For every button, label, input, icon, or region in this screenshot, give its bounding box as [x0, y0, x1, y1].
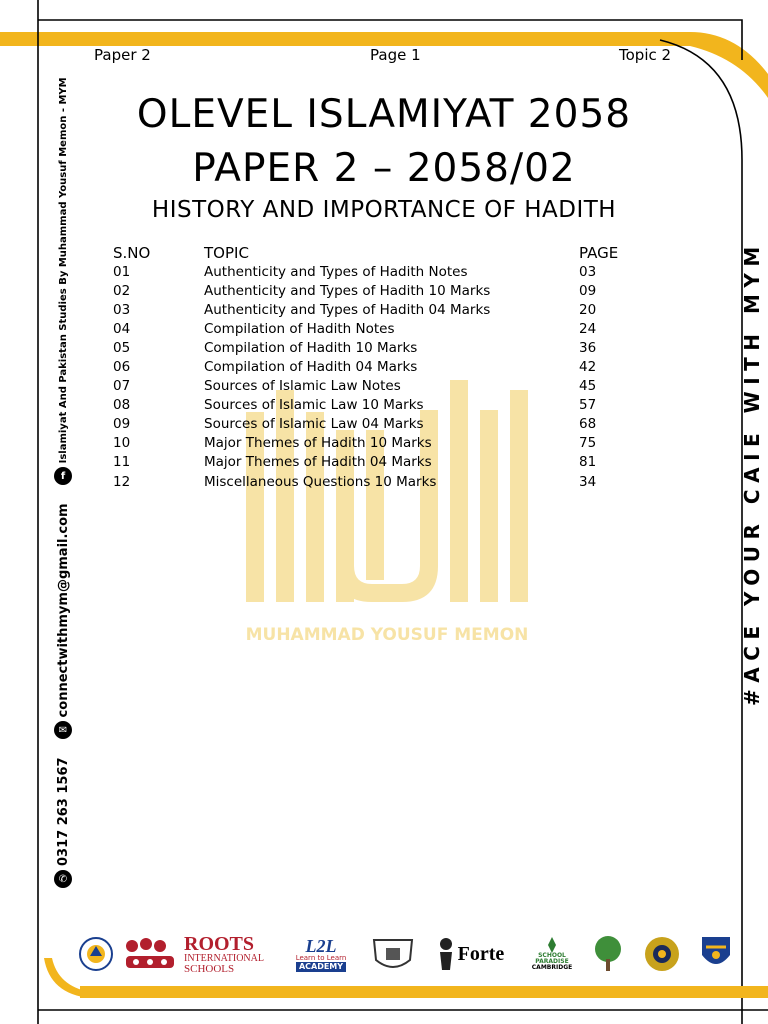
row-page: 68 — [579, 416, 597, 432]
email-address[interactable]: connectwithmym@gmail.com — [55, 503, 71, 718]
row-topic: Miscellaneous Questions 10 Marks — [204, 474, 437, 490]
title-line-1: OLEVEL ISLAMIYAT 2058 — [136, 92, 632, 137]
row-topic: Authenticity and Types of Hadith 04 Marks — [204, 302, 491, 318]
row-page: 03 — [579, 264, 597, 280]
row-sno: 11 — [113, 454, 131, 470]
row-sno: 09 — [113, 416, 131, 432]
facebook-icon: f — [54, 467, 72, 485]
row-sno: 10 — [113, 435, 131, 451]
tree-logo — [590, 930, 626, 978]
header-topic: Topic 2 — [619, 46, 672, 64]
partner-logos — [70, 930, 740, 980]
row-topic: Major Themes of Hadith 10 Marks — [204, 435, 432, 451]
row-sno: 03 — [113, 302, 131, 318]
university-crest-logo — [698, 930, 734, 978]
row-topic: Sources of Islamic Law 04 Marks — [204, 416, 424, 432]
sun-emblem-logo — [642, 930, 682, 978]
row-topic: Major Themes of Hadith 04 Marks — [204, 454, 432, 470]
subtitle: HISTORY AND IMPORTANCE OF HADITH — [151, 197, 617, 223]
table-row — [0, 340, 768, 359]
roots-logo — [184, 930, 284, 978]
tagline: #ACE YOUR CAIE WITH MYM — [740, 240, 764, 706]
row-page: 57 — [579, 397, 597, 413]
l2l-logo — [290, 930, 352, 978]
school-paradise-logo — [526, 930, 578, 978]
row-sno: 08 — [113, 397, 131, 413]
school-crest-logo — [78, 930, 114, 978]
row-page: 75 — [579, 435, 597, 451]
row-topic: Sources of Islamic Law 10 Marks — [204, 397, 424, 413]
row-page: 34 — [579, 474, 597, 490]
watermark-text: MUHAMMAD YOUSUF MEMON — [245, 625, 529, 645]
roots-sub1: INTERNATIONAL — [184, 952, 264, 964]
row-topic: Authenticity and Types of Hadith 10 Marks — [204, 283, 491, 299]
shield-logo — [370, 930, 416, 978]
l2l-academy: ACADEMY — [296, 962, 346, 972]
row-page: 36 — [579, 340, 597, 356]
row-topic: Compilation of Hadith 10 Marks — [204, 340, 418, 356]
row-topic: Sources of Islamic Law Notes — [204, 378, 401, 394]
l2l-tagline: Learn to Learn — [295, 953, 347, 962]
l2l-name: L2L — [305, 935, 337, 956]
row-sno: 07 — [113, 378, 131, 394]
phone-number[interactable]: 0317 263 1567 — [55, 757, 71, 866]
roots-name: ROOTS — [184, 932, 255, 955]
row-page: 20 — [579, 302, 597, 318]
paradise-line1: SCHOOL — [538, 952, 566, 959]
table-row — [0, 397, 768, 416]
row-sno: 12 — [113, 474, 131, 490]
col-header-topic: TOPIC — [204, 244, 249, 262]
table-row — [0, 302, 768, 321]
forte-logo — [430, 930, 510, 978]
row-page: 24 — [579, 321, 597, 337]
email-icon: ✉ — [54, 721, 72, 739]
row-topic: Compilation of Hadith Notes — [204, 321, 395, 337]
table-row — [0, 416, 768, 435]
table-row — [0, 283, 768, 302]
header-page: Page 1 — [370, 46, 421, 64]
row-topic: Authenticity and Types of Hadith Notes — [204, 264, 468, 280]
title-line-2: PAPER 2 – 2058/02 — [192, 146, 576, 191]
col-header-sno: S.NO — [113, 244, 151, 262]
table-row — [0, 378, 768, 397]
row-sno: 01 — [113, 264, 131, 280]
roots-sub2: SCHOOLS — [184, 962, 235, 975]
table-row — [0, 359, 768, 378]
table-row — [0, 321, 768, 340]
col-header-page: PAGE — [579, 244, 619, 262]
row-sno: 06 — [113, 359, 131, 375]
row-sno: 04 — [113, 321, 131, 337]
contact-strip — [54, 77, 72, 888]
table-row — [0, 435, 768, 454]
header-paper: Paper 2 — [94, 46, 151, 64]
table-row — [0, 264, 768, 283]
row-topic: Compilation of Hadith 04 Marks — [204, 359, 418, 375]
facebook-page[interactable]: Islamiyat And Pakistan Studies By Muhammad Yousuf Memon - MYM — [57, 77, 69, 464]
row-page: 42 — [579, 359, 597, 375]
row-sno: 05 — [113, 340, 131, 356]
paradise-line3: CAMBRIDGE — [531, 964, 573, 971]
urdu-school-logo — [122, 930, 180, 978]
row-page: 81 — [579, 454, 597, 470]
paradise-line2: PARADISE — [535, 958, 569, 965]
table-row — [0, 474, 768, 493]
row-sno: 02 — [113, 283, 131, 299]
forte-name: Forte — [457, 942, 505, 965]
row-page: 45 — [579, 378, 597, 394]
row-page: 09 — [579, 283, 597, 299]
table-row — [0, 454, 768, 473]
whatsapp-icon: ✆ — [54, 870, 72, 888]
